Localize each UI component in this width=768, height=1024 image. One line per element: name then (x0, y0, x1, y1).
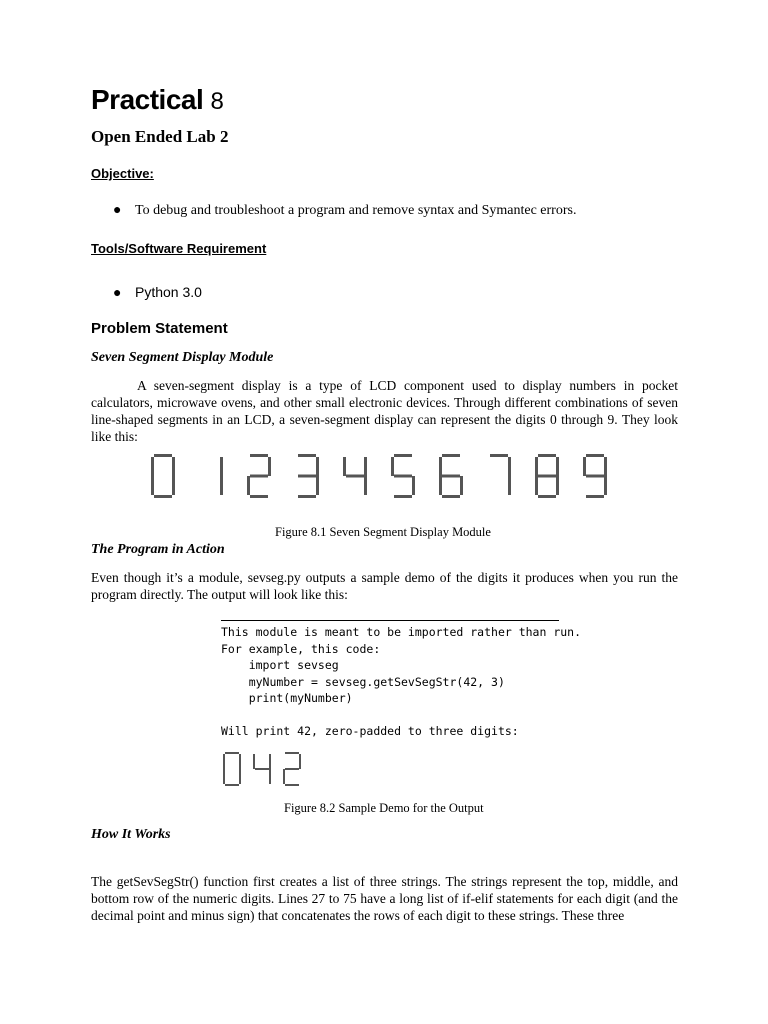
segment-g (285, 768, 299, 770)
seven-segment-digit-6 (439, 454, 463, 498)
seven-segment-digit-1 (220, 457, 223, 495)
code-line: For example, this code: (221, 641, 381, 656)
code-line: This module is meant to be imported rather than run. (221, 625, 582, 639)
demo-digit-2 (283, 752, 301, 786)
segment-a (250, 454, 268, 457)
segment-c (172, 476, 175, 495)
how-heading: How It Works (91, 827, 171, 842)
segment-c (412, 476, 415, 495)
segment-e (247, 476, 250, 495)
segment-f (253, 754, 255, 769)
segment-e (151, 476, 154, 495)
segment-c (460, 476, 463, 495)
ssd-heading: Seven Segment Display Module (91, 350, 274, 365)
demo-digit-0 (223, 752, 241, 786)
segment-g (394, 475, 412, 478)
segment-a (225, 752, 239, 754)
segment-a (586, 454, 604, 457)
segment-g (586, 475, 604, 478)
segment-b (268, 457, 271, 476)
segment-c (508, 476, 511, 495)
code-line: import sevseg (221, 658, 339, 672)
segment-b (239, 754, 241, 769)
segment-f (343, 457, 346, 476)
objective-heading: Objective: (91, 166, 154, 181)
action-paragraph: Even though it’s a module, sevseg.py outputs a sample demo of the digits it produces when you run the program directly. The output will look like this: (91, 570, 678, 602)
segment-e (535, 476, 538, 495)
segment-a (394, 454, 412, 457)
tools-heading: Tools/Software Requirement (91, 241, 267, 256)
segment-b (269, 754, 271, 769)
segment-g (538, 475, 556, 478)
code-output-block (221, 620, 582, 740)
segment-d (538, 495, 556, 498)
segment-f (439, 457, 442, 476)
tools-item (113, 284, 202, 300)
segment-c (269, 769, 271, 784)
segment-b (364, 457, 367, 476)
segment-e (283, 769, 285, 784)
objective-item-text: To debug and troubleshoot a program and remove syntax and Symantec errors. (135, 203, 577, 218)
segment-f (223, 754, 225, 769)
segment-g (255, 768, 269, 770)
segment-f (391, 457, 394, 476)
segment-a (298, 454, 316, 457)
seven-segment-digit-4 (343, 457, 367, 495)
code-line: print(myNumber) (221, 691, 353, 705)
segment-d (154, 495, 172, 498)
segment-e (439, 476, 442, 495)
segment-f (535, 457, 538, 476)
segment-g (250, 475, 268, 478)
segment-b (508, 457, 511, 476)
segment-c (239, 769, 241, 784)
segment-b (604, 457, 607, 476)
code-line (221, 707, 559, 724)
segment-b (172, 457, 175, 476)
objective-item (113, 203, 576, 219)
tools-item-text: Python 3.0 (135, 284, 202, 300)
action-heading: The Program in Action (91, 542, 225, 557)
segment-e (223, 769, 225, 784)
ssd-paragraph: A seven-segment display is a type of LCD component used to display numbers in pocket calculators, microwave ovens, and other small electronic devices. Through different combinations of seven line-shaped segments in an LCD, a seven-segment display can represent the digits 0 through 9. They look like this: (91, 378, 678, 444)
seven-segment-digit-0 (151, 454, 175, 498)
figure-8-2-caption: Figure 8.2 Sample Demo for the Output (284, 801, 484, 815)
seven-segment-digit-3 (298, 454, 319, 498)
code-line: myNumber = sevseg.getSevSegStr(42, 3) (221, 674, 505, 689)
segment-g (442, 475, 460, 478)
segment-d (586, 495, 604, 498)
segment-c (556, 476, 559, 495)
bullet-icon: ● (113, 203, 122, 218)
subtitle: Open Ended Lab 2 (91, 127, 229, 146)
demo-digit-4 (253, 754, 271, 784)
how-paragraph: The getSevSegStr() function first creates a list of three strings. The strings represent the top, middle, and bottom row of the numeric digits. Lines 27 to 75 have a long list of if-elif statements for each digit (and the decimal point and minus sign) that concatenates the rows of each digit to these strings. These three (91, 874, 678, 923)
segment-a (538, 454, 556, 457)
title-number: 8 (210, 88, 224, 115)
seven-segment-digit-5 (391, 454, 415, 498)
segment-d (394, 495, 412, 498)
problem-statement-heading: Problem Statement (91, 320, 228, 337)
segment-c (220, 476, 223, 495)
segment-f (151, 457, 154, 476)
seven-segment-digits-figure (145, 448, 625, 506)
segment-d (250, 495, 268, 498)
segment-f (583, 457, 586, 476)
segment-a (154, 454, 172, 457)
seven-segment-digit-7 (490, 454, 511, 495)
page-title (91, 84, 223, 116)
segment-b (220, 457, 223, 476)
segment-c (316, 476, 319, 495)
segment-c (364, 476, 367, 495)
seven-segment-digit-2 (247, 454, 271, 498)
segment-g (346, 475, 364, 478)
seven-segment-digit-9 (583, 454, 607, 498)
segment-d (298, 495, 316, 498)
segment-b (299, 754, 301, 769)
seven-segment-digit-8 (535, 454, 559, 498)
demo-digits-output (221, 748, 321, 790)
segment-d (442, 495, 460, 498)
segment-g (298, 475, 316, 478)
segment-c (604, 476, 607, 495)
segment-d (285, 784, 299, 786)
segment-d (225, 784, 239, 786)
title-text: Practical (91, 84, 204, 115)
figure-8-1-caption: Figure 8.1 Seven Segment Display Module (275, 525, 491, 539)
code-line: Will print 42, zero-padded to three digits: (221, 724, 519, 738)
segment-a (442, 454, 460, 457)
segment-a (490, 454, 508, 457)
bullet-icon: ● (113, 284, 122, 300)
segment-b (316, 457, 319, 476)
segment-b (556, 457, 559, 476)
segment-a (285, 752, 299, 754)
